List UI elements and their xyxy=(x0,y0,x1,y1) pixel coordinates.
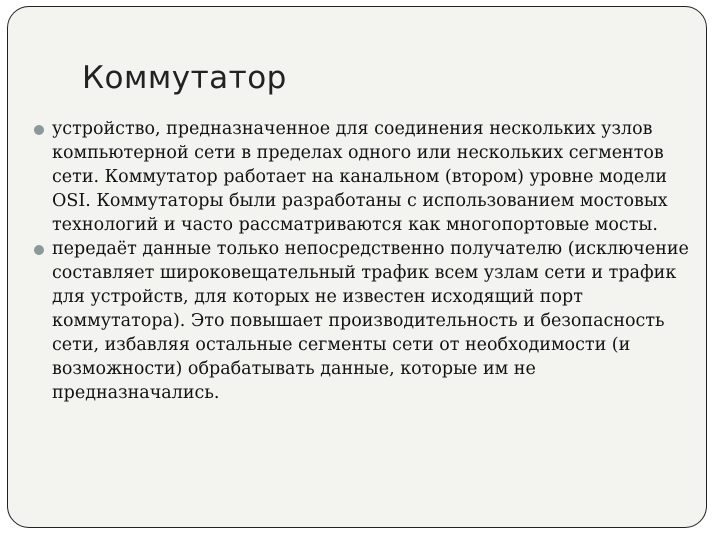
slide-title: Коммутатор xyxy=(82,60,287,96)
bullet-item xyxy=(52,117,692,237)
bullet-text: устройство, предназначенное для соединения нескольких узлов компьютерной сети в пределах одного или нескольких сегментов сети. Коммутатор работает на канальном (втором) уровне модели OSI. Коммутаторы были разработаны с использованием мостовых технологий и часто рассматриваются как многопортовые мосты. xyxy=(52,119,668,235)
bullet-list xyxy=(52,117,692,405)
bullet-text: передаёт данные только непосредственно получателю (исключение составляет широковещательный трафик всем узлам сети и трафик для устройств, для которых не известен исходящий порт коммутатора). Это повышает производительность и безопасность сети, избавляя остальные сегменты сети от необходимости (и возможности) обрабатывать данные, которые им не предназначались. xyxy=(52,239,689,403)
bullet-item xyxy=(52,237,692,405)
bullet-dot-icon xyxy=(34,245,44,255)
bullet-dot-icon xyxy=(34,125,44,135)
